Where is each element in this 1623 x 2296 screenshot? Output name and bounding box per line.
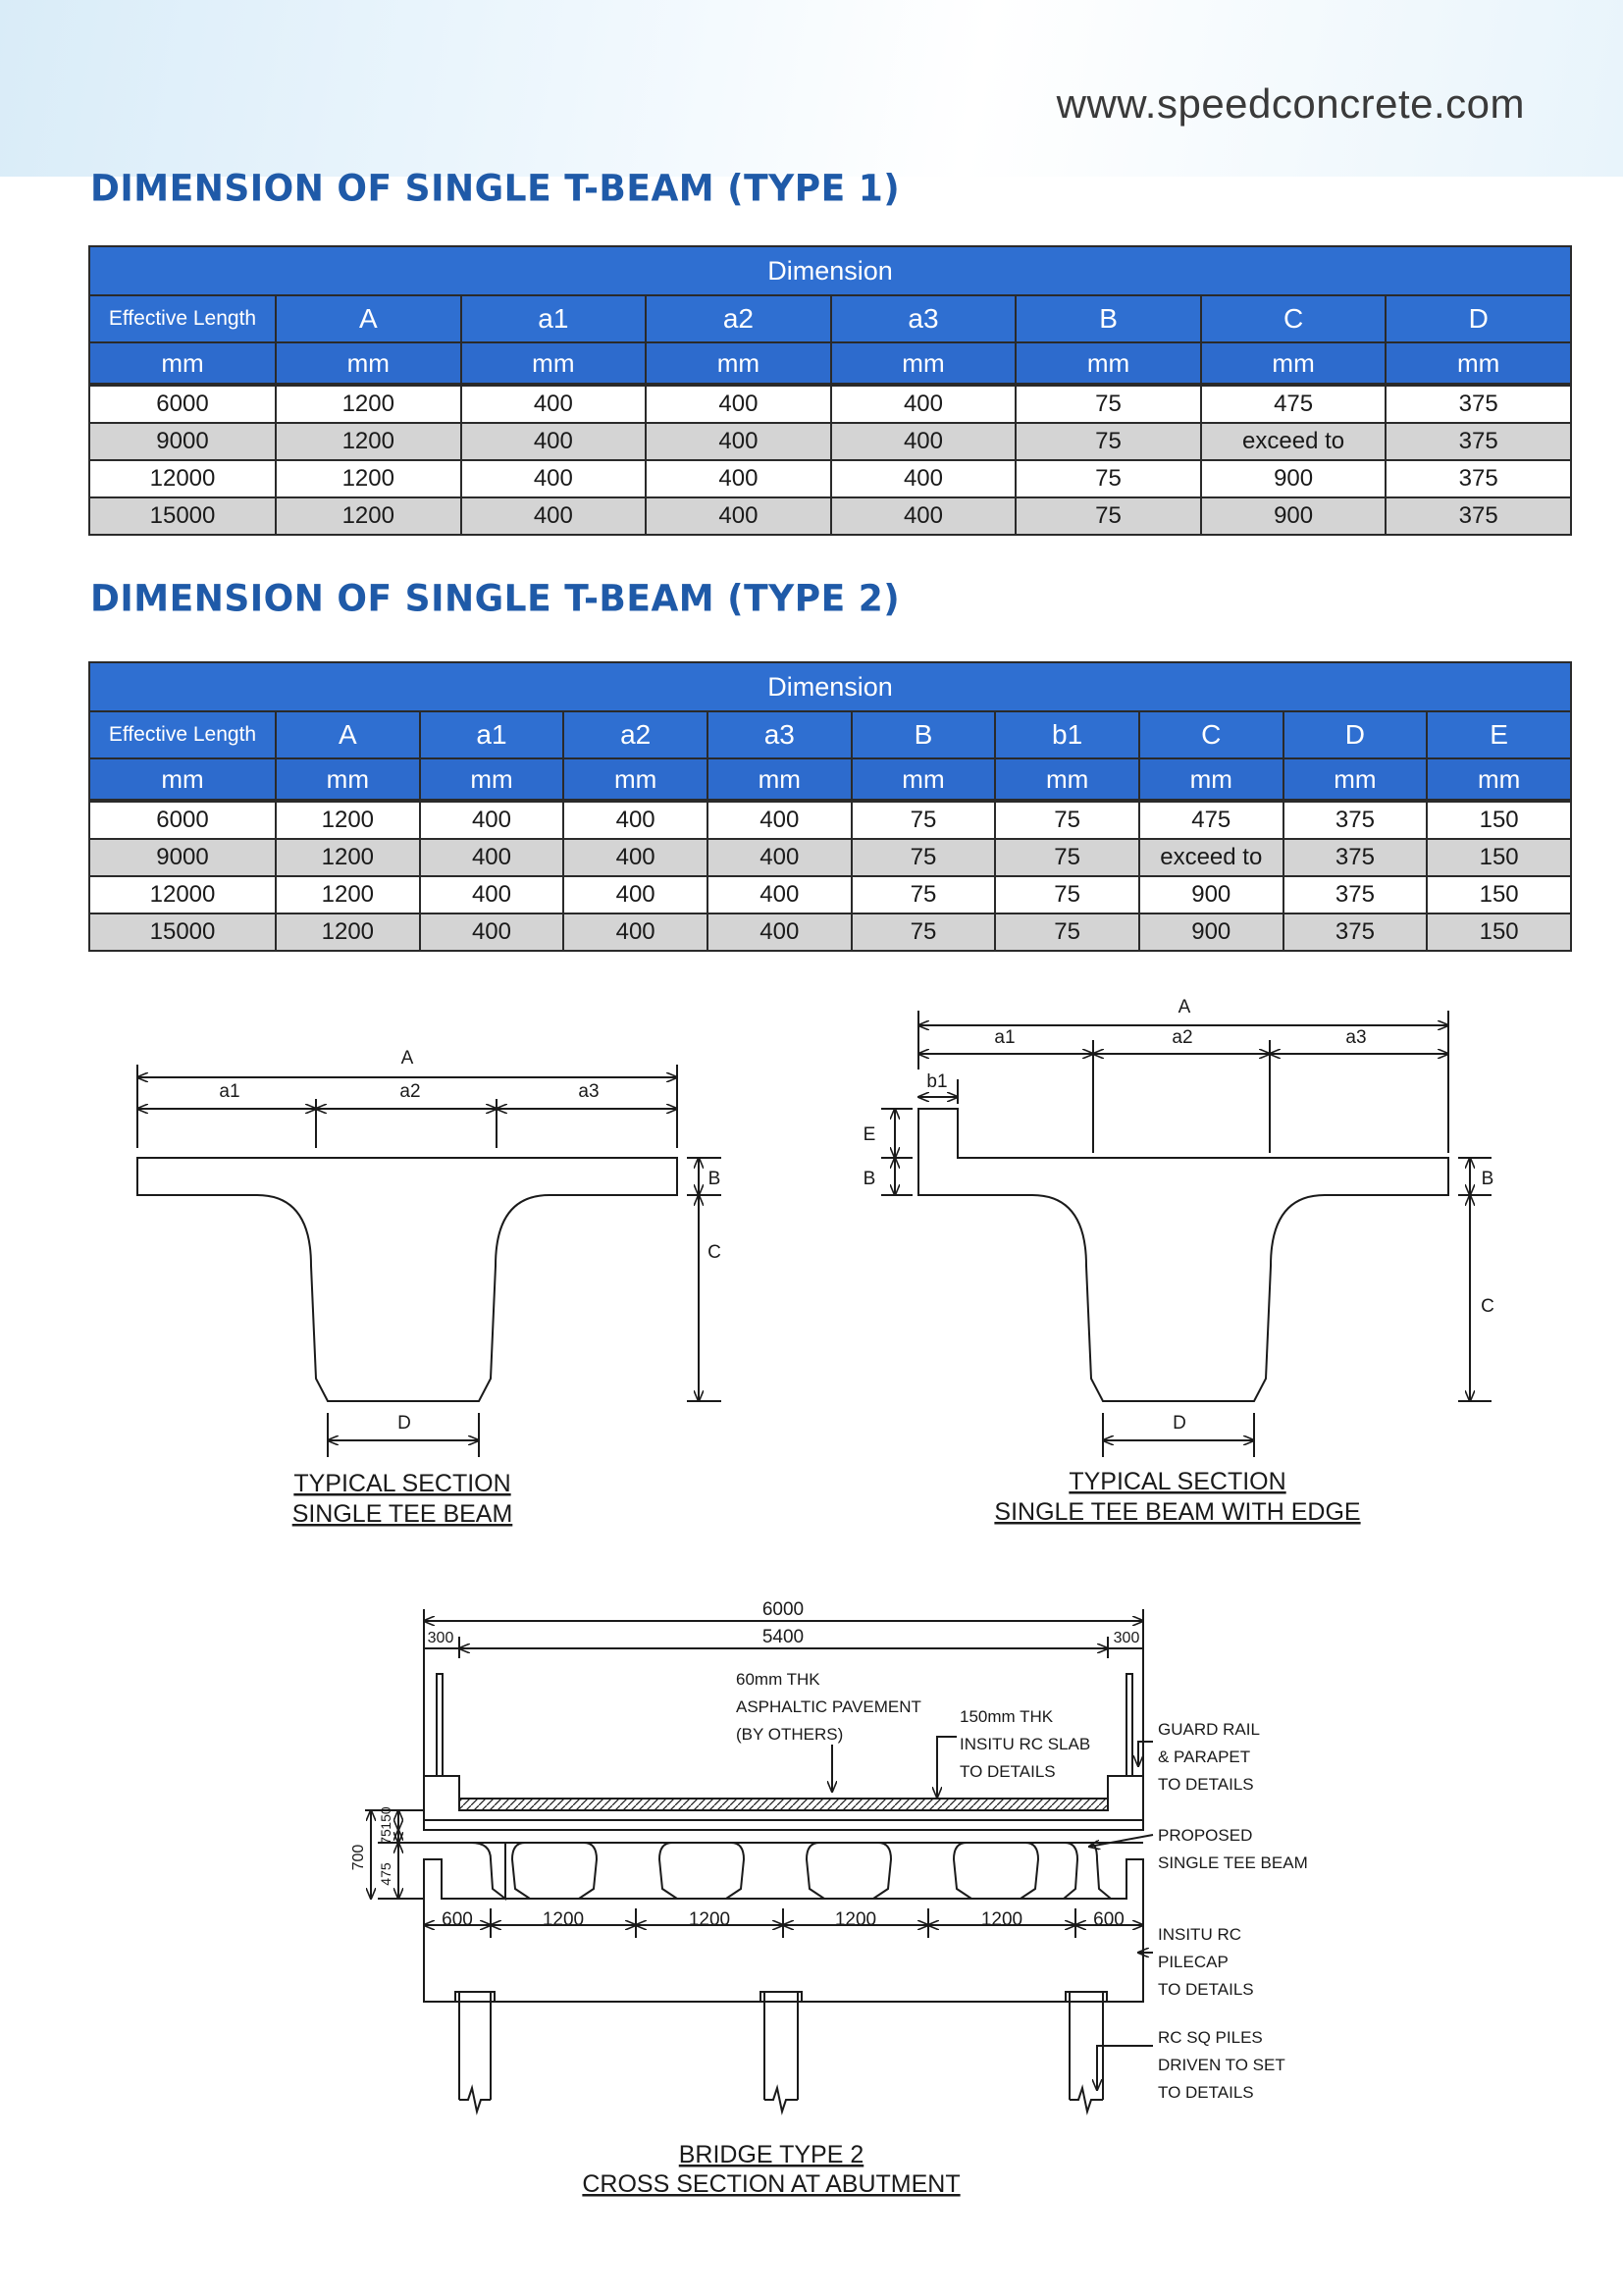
table-cell: 75 [1016,460,1201,497]
table-cell: 375 [1386,385,1571,423]
column-header: a2 [563,711,707,758]
svg-text:ASPHALTIC PAVEMENT: ASPHALTIC PAVEMENT [736,1697,921,1716]
column-header: D [1386,295,1571,342]
table-cell: 400 [461,385,647,423]
svg-text:A: A [400,1048,414,1069]
table-cell: 400 [563,913,707,951]
svg-text:1200: 1200 [688,1909,731,1930]
unit-header: mm [276,758,420,801]
column-header: A [276,711,420,758]
table-cell: exceed to [1201,423,1387,460]
bridge-callouts [736,1670,1308,2102]
unit-header: mm [89,342,276,385]
unit-header: mm [563,758,707,801]
table-cell: 75 [995,801,1139,839]
svg-text:300: 300 [1113,1630,1140,1646]
table-cell: 400 [461,423,647,460]
unit-header: mm [646,342,831,385]
svg-text:a3: a3 [1345,1027,1367,1048]
table-cell: 9000 [89,839,276,876]
svg-text:a3: a3 [578,1081,600,1102]
svg-text:1200: 1200 [542,1909,585,1930]
table-cell: 400 [707,876,852,913]
table-cell: 475 [1139,801,1283,839]
svg-text:C: C [1481,1296,1494,1317]
svg-text:5400: 5400 [761,1627,805,1647]
svg-text:& PARAPET: & PARAPET [1158,1748,1251,1766]
column-header: a1 [461,295,647,342]
table-cell: 1200 [276,497,461,535]
table-cell: 75 [852,801,996,839]
dimension-header: Dimension [89,246,1571,295]
svg-text:B: B [707,1169,721,1189]
svg-text:PROPOSED: PROPOSED [1158,1826,1253,1845]
column-header: D [1283,711,1428,758]
table-cell: 15000 [89,497,276,535]
unit-header: mm [1386,342,1571,385]
table-cell: 6000 [89,801,276,839]
table-cell: 400 [420,876,564,913]
table-cell: 75 [1016,423,1201,460]
table-cell: 1200 [276,876,420,913]
table-cell: 900 [1139,913,1283,951]
svg-text:a1: a1 [219,1081,240,1102]
table-cell: 400 [707,913,852,951]
unit-header: mm [852,758,996,801]
table-cell: 150 [1427,876,1571,913]
svg-text:PILECAP: PILECAP [1158,1953,1229,1971]
svg-text:A: A [1178,997,1191,1018]
svg-text:600: 600 [442,1909,473,1930]
svg-text:a2: a2 [1172,1027,1193,1048]
table-cell: 1200 [276,913,420,951]
table-cell: 475 [1201,385,1387,423]
table-cell: 6000 [89,385,276,423]
diagram2-caption-line1: TYPICAL SECTION [1069,1468,1286,1495]
svg-text:GUARD RAIL: GUARD RAIL [1158,1720,1260,1739]
table-cell: 375 [1283,839,1428,876]
table-cell: 75 [995,876,1139,913]
table-cell: 900 [1201,460,1387,497]
unit-header: mm [1427,758,1571,801]
table-cell: 12000 [89,876,276,913]
table-cell: 75 [852,839,996,876]
table-cell: 400 [461,497,647,535]
bridge-caption [582,2141,960,2198]
svg-text:75: 75 [378,1829,393,1845]
table-cell: 400 [420,801,564,839]
column-header: b1 [995,711,1139,758]
svg-text:700: 700 [350,1844,367,1871]
column-header: C [1201,295,1387,342]
table-cell: 75 [1016,385,1201,423]
table-cell: 1200 [276,839,420,876]
table-cell: 12000 [89,460,276,497]
unit-header: mm [707,758,852,801]
table-cell: 1200 [276,385,461,423]
table-cell: 375 [1386,460,1571,497]
svg-text:475: 475 [378,1862,393,1886]
table-cell: 375 [1386,423,1571,460]
type2-title: DIMENSION OF SINGLE T-BEAM (TYPE 2) [90,577,901,621]
svg-text:150mm THK: 150mm THK [960,1707,1054,1726]
svg-text:E: E [863,1124,876,1145]
svg-text:DRIVEN TO SET: DRIVEN TO SET [1158,2056,1285,2074]
svg-text:TO DETAILS: TO DETAILS [1158,1775,1254,1794]
column-header: E [1427,711,1571,758]
unit-header: mm [1016,342,1201,385]
unit-header: mm [1201,342,1387,385]
table-cell: 375 [1386,497,1571,535]
table-cell: 400 [831,385,1017,423]
svg-text:a2: a2 [399,1081,421,1102]
table-cell: 75 [995,839,1139,876]
svg-text:INSITU RC: INSITU RC [1158,1925,1241,1944]
table-cell: 150 [1427,801,1571,839]
table-cell: 900 [1139,876,1283,913]
column-header: B [1016,295,1201,342]
diagram1-caption-line1: TYPICAL SECTION [293,1470,511,1497]
svg-text:600: 600 [1093,1909,1125,1930]
column-header: A [276,295,461,342]
svg-text:150: 150 [378,1806,393,1830]
column-header: a2 [646,295,831,342]
column-header: B [852,711,996,758]
column-header: a1 [420,711,564,758]
svg-text:(BY OTHERS): (BY OTHERS) [736,1725,844,1744]
table-cell: 150 [1427,913,1571,951]
diagram-single-tee-beam-with-edge [881,1011,1492,1457]
svg-text:CROSS SECTION AT ABUTMENT: CROSS SECTION AT ABUTMENT [582,2170,961,2198]
table-cell: 400 [461,460,647,497]
svg-text:60mm THK: 60mm THK [736,1670,820,1689]
svg-text:B: B [863,1169,876,1189]
svg-text:1200: 1200 [834,1909,877,1930]
unit-header: mm [1139,758,1283,801]
table-cell: 1200 [276,460,461,497]
diagram1-caption-line2: SINGLE TEE BEAM [291,1500,513,1528]
table-cell: 375 [1283,876,1428,913]
unit-header: mm [831,342,1017,385]
column-header: C [1139,711,1283,758]
table-cell: 400 [707,801,852,839]
svg-text:TO DETAILS: TO DETAILS [1158,2083,1254,2102]
table-cell: 400 [646,423,831,460]
table-cell: 75 [995,913,1139,951]
svg-text:300: 300 [427,1630,454,1646]
svg-text:D: D [397,1413,411,1434]
table-cell: 400 [831,460,1017,497]
dimension-header: Dimension [89,662,1571,711]
svg-text:SINGLE TEE BEAM: SINGLE TEE BEAM [1158,1853,1308,1872]
diagram1-labels [219,1048,720,1528]
svg-text:6000: 6000 [761,1599,805,1620]
svg-text:INSITU RC SLAB: INSITU RC SLAB [960,1735,1091,1753]
svg-text:B: B [1481,1169,1494,1189]
type1-title: DIMENSION OF SINGLE T-BEAM (TYPE 1) [90,167,901,211]
column-header: a3 [707,711,852,758]
unit-header: mm [420,758,564,801]
table-cell: 1200 [276,423,461,460]
table-cell: 75 [852,876,996,913]
table-cell: 400 [707,839,852,876]
svg-text:TO DETAILS: TO DETAILS [960,1762,1056,1781]
column-header: Effective Length [89,295,276,342]
table-cell: 400 [646,497,831,535]
unit-header: mm [461,342,647,385]
table-cell: 1200 [276,801,420,839]
unit-header: mm [276,342,461,385]
table-cell: 400 [420,839,564,876]
table-cell: 75 [1016,497,1201,535]
diagram2-labels [864,997,1494,1526]
table-cell: 15000 [89,913,276,951]
table-cell: 400 [831,423,1017,460]
table-cell: 150 [1427,839,1571,876]
table-cell: 400 [831,497,1017,535]
svg-text:D: D [1173,1413,1186,1434]
table-cell: 400 [563,801,707,839]
svg-text:b1: b1 [926,1071,948,1092]
table-cell: 375 [1283,801,1428,839]
website-url[interactable]: www.speedconcrete.com [1056,80,1525,127]
table-cell: 375 [1283,913,1428,951]
svg-text:BRIDGE TYPE 2: BRIDGE TYPE 2 [678,2141,864,2168]
column-header: a3 [831,295,1017,342]
svg-text:C: C [707,1242,721,1263]
diagram2-caption-line2: SINGLE TEE BEAM WITH EDGE [994,1498,1361,1526]
svg-text:a1: a1 [994,1027,1016,1048]
table-cell: exceed to [1139,839,1283,876]
svg-text:RC SQ PILES: RC SQ PILES [1158,2028,1263,2047]
table-cell: 400 [646,385,831,423]
svg-text:1200: 1200 [980,1909,1023,1930]
unit-header: mm [89,758,276,801]
table-cell: 400 [420,913,564,951]
table-cell: 400 [563,839,707,876]
diagram-single-tee-beam [137,1065,721,1457]
table-cell: 75 [852,913,996,951]
table-cell: 9000 [89,423,276,460]
table-cell: 900 [1201,497,1387,535]
table-cell: 400 [563,876,707,913]
column-header: Effective Length [89,711,276,758]
unit-header: mm [995,758,1139,801]
table-cell: 400 [646,460,831,497]
svg-text:TO DETAILS: TO DETAILS [1158,1980,1254,1999]
unit-header: mm [1283,758,1428,801]
